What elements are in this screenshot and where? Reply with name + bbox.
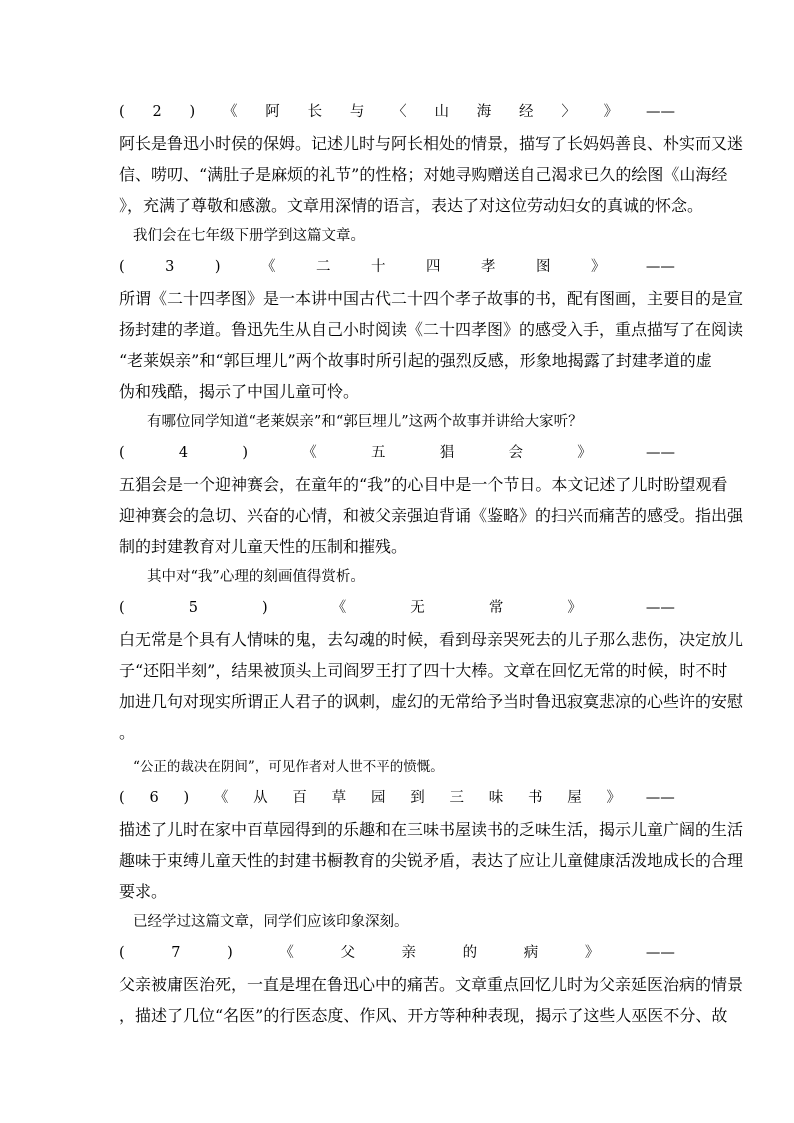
heading-token: 味 [488,790,504,806]
heading-token: —— [645,104,675,120]
heading-token: ( [119,790,125,806]
heading-token: 》 [603,104,619,120]
heading-token: 7 [171,945,181,961]
section-3 [119,252,744,438]
body-line: 信、唠叨、“满肚子是麻烦的礼节”的性格；对她寻购赠送自己渴求已久的绘图《山海经 [119,165,728,184]
section-heading [119,97,675,128]
body-line: 白无常是个具有人情味的鬼，去勾魂的时候，看到母亲哭死去的儿子那么悲伤，决定放儿 [119,630,744,649]
document-content [119,97,744,1031]
section-7 [119,938,744,1031]
heading-token: 》 [577,445,592,461]
heading-token: 屋 [567,790,582,806]
heading-token: ) [183,790,190,806]
section-body [119,814,744,907]
heading-token: 猖 [439,445,455,461]
teacher-note: 有哪位同学知道“老莱娱亲”和“郭巨埋儿”这两个故事并讲给大家听？ [147,414,583,430]
heading-token: 三 [449,790,464,806]
heading-token: 百 [292,790,307,806]
body-line: 五猖会是一个迎神赛会，在童年的“我”的心目中是一个节日。本文记述了儿时盼望观看 [119,475,728,494]
body-line: 所谓《二十四孝图》是一本讲中国古代二十四个孝子故事的书，配有图画，主要目的是宣 [119,289,744,308]
heading-token: —— [645,945,675,961]
section-4 [119,438,744,593]
heading-token: 4 [178,445,189,461]
heading-token: 长 [307,104,323,120]
heading-token: 二 [316,259,331,275]
section-body [119,283,744,407]
heading-token: 》 [590,259,606,275]
section-heading [119,438,675,469]
heading-token: 》 [606,790,622,806]
section-2 [119,97,744,252]
heading-token: 与 [349,104,365,120]
body-line: 制的封建教育对儿童天性的压制和摧残。 [119,537,408,556]
heading-token: ) [262,600,268,616]
heading-token: 《 [222,104,238,120]
heading-token: 海 [476,104,492,120]
teacher-note: 我们会在七年级下册学到这篇文章。 [133,228,365,244]
heading-token: —— [645,790,675,806]
body-line: “老莱娱亲”和“郭巨埋儿”两个故事时所引起的强烈反感，形象地揭露了封建孝道的虚 [119,351,712,370]
section-body [119,128,744,221]
body-line: 扬封建的孝道。鲁迅先生从自己小时阅读《二十四孝图》的感受入手，重点描写了在阅读 [119,320,744,339]
heading-token: 《 [213,790,229,806]
body-line: ，描述了几位“名医”的行医态度、作风、开方等种种表现，揭示了这些人巫医不分、故 [119,1006,728,1025]
heading-token: 父 [340,945,355,961]
heading-token: 会 [508,445,523,461]
heading-token: 常 [488,600,504,616]
heading-token: 阿 [265,104,280,120]
body-line: 子“还阳半刻”，结果被顶头上司阎罗王打了四十大棒。文章在回忆无常的时候，时不时 [119,661,728,680]
heading-token: 到 [410,790,425,806]
teacher-note: 其中对“我”心理的刻画值得赏析。 [147,569,365,585]
heading-token: 四 [425,259,441,275]
heading-token: 山 [434,104,449,120]
heading-token: 》 [584,945,600,961]
heading-token: 》 [567,600,582,616]
body-line: 阿长是鲁迅小时侯的保姆。记述儿时与阿长相处的情景，描写了长妈妈善良、朴实而又迷 [119,134,744,153]
body-line: 要求。 [119,882,168,901]
heading-token: 五 [371,445,386,461]
heading-token: —— [645,445,675,461]
heading-token: 书 [528,790,543,806]
heading-token: 草 [331,790,347,806]
section-heading [119,252,675,283]
heading-token: ) [242,445,249,461]
heading-token: 孝 [480,259,496,275]
heading-token: ) [189,104,196,120]
body-line: 迎神赛会的急切、兴奋的心情，和被父亲强迫背诵《鉴略》的扫兴而痛苦的感受。指出强 [119,506,744,525]
section-heading [119,593,675,624]
heading-token: 6 [149,790,159,806]
body-line: 伪和残酷，揭示了中国儿童可怜。 [119,382,360,401]
heading-token: 5 [188,600,198,616]
heading-token: 十 [371,259,386,275]
heading-token: ) [214,259,221,275]
teacher-note: 已经学过这篇文章，同学们应该印象深刻。 [133,914,409,930]
body-line: 加进几句对现实所谓正人君子的讽刺，虚幻的无常给予当时鲁迅寂寞悲凉的心些许的安慰 [119,692,744,711]
section-heading [119,938,675,969]
heading-token: 《 [261,259,276,275]
body-line: 父亲被庸医治死，一直是埋在鲁迅心中的痛苦。文章重点回忆儿时为父亲延医治病的情景 [119,975,744,994]
heading-token: 病 [523,945,539,961]
body-line: 描述了儿时在家中百草园得到的乐趣和在三味书屋读书的乏味生活，揭示儿童广阔的生活 [119,820,744,839]
heading-token: —— [645,600,675,616]
teacher-note: “公正的裁决在阴间”，可见作者对人世不平的愤慨。 [133,759,444,775]
heading-token: ( [119,259,125,275]
section-5 [119,593,744,783]
heading-token: 〈 [392,104,407,120]
heading-token: ( [119,945,125,961]
heading-token: 〉 [561,104,576,120]
body-line: 。 [119,723,136,742]
heading-token: 从 [253,790,268,806]
body-line: 趣味于束缚儿童天性的封建书橱教育的尖锐矛盾，表达了应让儿童健康活泼地成长的合理 [119,851,744,870]
heading-token: 《 [279,945,294,961]
heading-token: ( [119,104,125,120]
section-heading [119,783,675,814]
heading-token: ) [227,945,233,961]
heading-token: ( [119,445,125,461]
section-6 [119,783,744,938]
section-body [119,969,744,1031]
heading-token: 经 [519,104,534,120]
heading-token: ( [119,600,125,616]
heading-token: 2 [152,104,162,120]
heading-token: 3 [165,259,175,275]
section-body [119,469,744,562]
heading-token: 的 [462,945,478,961]
body-line: 》，充满了尊敬和感激。文章用深情的语言，表达了对这位劳动妇女的真诚的怀念。 [119,196,704,215]
heading-token: 《 [331,600,347,616]
heading-token: 无 [410,600,425,616]
heading-token: 《 [302,445,317,461]
heading-token: 亲 [401,945,417,961]
heading-token: —— [645,259,675,275]
heading-token: 园 [370,790,386,806]
heading-token: 图 [535,259,551,275]
section-body [119,624,744,748]
